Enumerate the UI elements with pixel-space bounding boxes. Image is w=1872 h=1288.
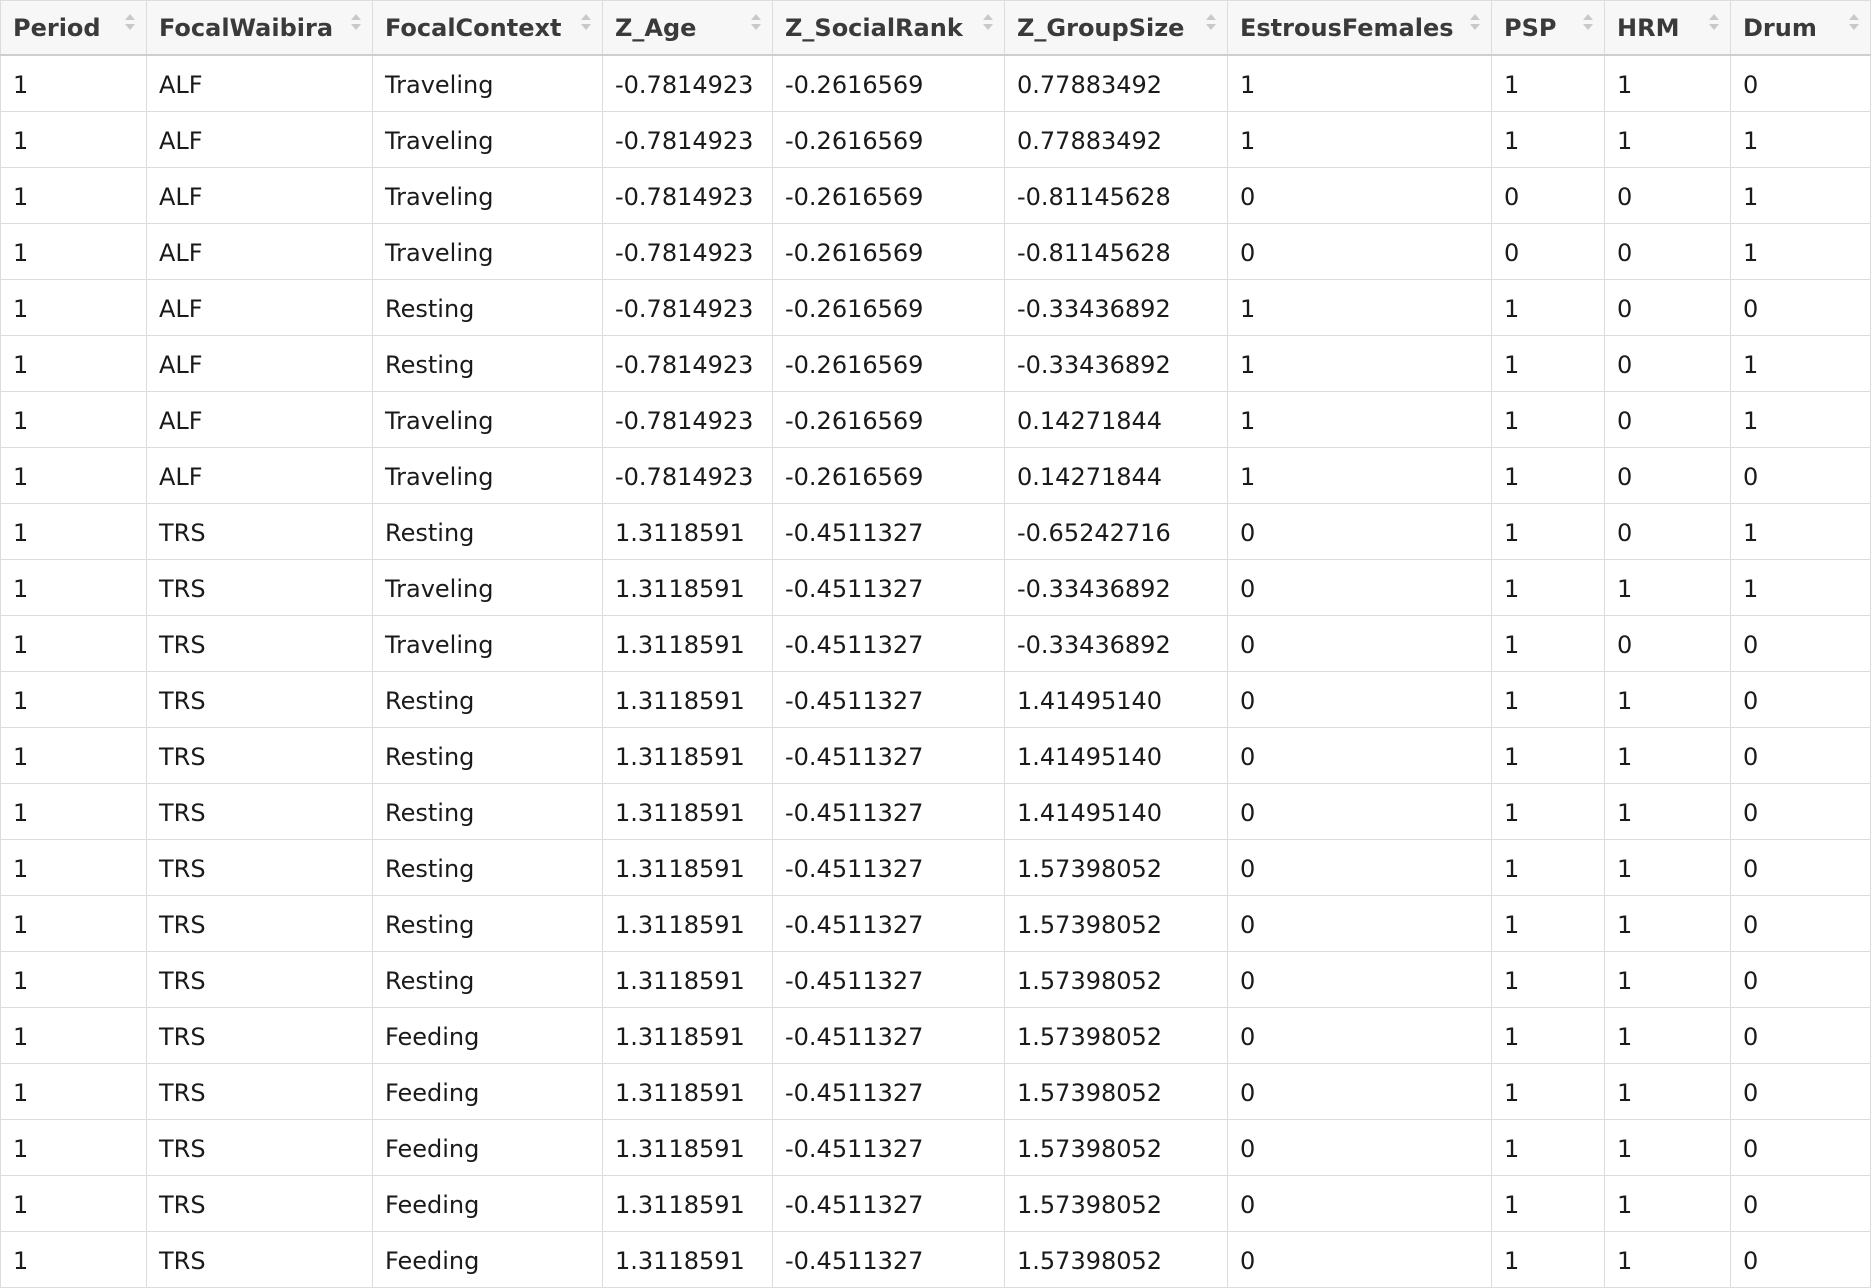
table-cell-estrousfemales: 0 [1228,560,1492,616]
table-cell-drum: 0 [1731,1008,1871,1064]
table-cell-z-age: 1.3118591 [603,1120,773,1176]
table-cell-hrm: 1 [1605,728,1731,784]
table-cell-z-groupsize: 1.57398052 [1005,1008,1228,1064]
table-cell-psp: 1 [1492,448,1605,504]
table-cell-period: 1 [1,168,147,224]
table-cell-z-socialrank: -0.4511327 [773,784,1005,840]
table-cell-period: 1 [1,896,147,952]
table-cell-focalcontext: Resting [373,504,603,560]
column-header-hrm[interactable] [1605,1,1731,56]
table-cell-estrousfemales: 1 [1228,55,1492,112]
table-cell-estrousfemales: 1 [1228,336,1492,392]
table-cell-estrousfemales: 1 [1228,392,1492,448]
table-cell-z-groupsize: 1.57398052 [1005,896,1228,952]
table-cell-psp: 1 [1492,1008,1605,1064]
table-cell-focalcontext: Resting [373,728,603,784]
table-cell-z-age: 1.3118591 [603,672,773,728]
sort-icon[interactable] [580,12,592,32]
table-cell-focalwaibira: TRS [147,1232,373,1288]
table-cell-estrousfemales: 0 [1228,840,1492,896]
table-cell-estrousfemales: 0 [1228,1176,1492,1232]
table-cell-focalcontext: Feeding [373,1064,603,1120]
table-row[interactable] [1,952,1871,1008]
table-cell-drum: 1 [1731,504,1871,560]
table-cell-focalwaibira: ALF [147,55,373,112]
table-cell-focalcontext: Resting [373,784,603,840]
sort-icon[interactable] [1582,12,1594,32]
table-row[interactable] [1,1064,1871,1120]
table-row[interactable] [1,1120,1871,1176]
table-cell-estrousfemales: 0 [1228,504,1492,560]
table-row[interactable] [1,224,1871,280]
table-cell-z-age: -0.7814923 [603,168,773,224]
table-cell-z-age: 1.3118591 [603,840,773,896]
table-cell-hrm: 0 [1605,280,1731,336]
sort-icon[interactable] [1205,12,1217,32]
column-header-estrousfemales[interactable] [1228,1,1492,56]
table-cell-estrousfemales: 0 [1228,1120,1492,1176]
table-cell-z-age: 1.3118591 [603,1064,773,1120]
sort-icon[interactable] [1708,12,1720,32]
table-cell-estrousfemales: 0 [1228,168,1492,224]
table-cell-focalwaibira: TRS [147,1120,373,1176]
table-row[interactable] [1,504,1871,560]
table-cell-period: 1 [1,392,147,448]
table-cell-z-socialrank: -0.4511327 [773,1176,1005,1232]
table-cell-z-socialrank: -0.4511327 [773,1120,1005,1176]
sort-icon[interactable] [982,12,994,32]
table-cell-drum: 0 [1731,1120,1871,1176]
table-cell-focalwaibira: ALF [147,448,373,504]
table-cell-psp: 1 [1492,336,1605,392]
table-cell-z-age: -0.7814923 [603,55,773,112]
table-cell-z-groupsize: 0.14271844 [1005,392,1228,448]
table-cell-period: 1 [1,55,147,112]
table-cell-hrm: 1 [1605,1232,1731,1288]
table-cell-drum: 0 [1731,672,1871,728]
table-cell-z-socialrank: -0.2616569 [773,112,1005,168]
table-cell-psp: 1 [1492,672,1605,728]
table-cell-focalcontext: Traveling [373,392,603,448]
table-cell-focalcontext: Resting [373,952,603,1008]
table-cell-drum: 0 [1731,728,1871,784]
table-cell-focalwaibira: TRS [147,952,373,1008]
table-cell-z-socialrank: -0.4511327 [773,560,1005,616]
table-cell-psp: 1 [1492,1176,1605,1232]
table-cell-z-groupsize: 1.41495140 [1005,728,1228,784]
sort-icon[interactable] [750,12,762,32]
table-cell-hrm: 0 [1605,448,1731,504]
table-cell-drum: 1 [1731,336,1871,392]
column-header-period[interactable] [1,1,147,56]
table-cell-hrm: 1 [1605,672,1731,728]
table-cell-z-socialrank: -0.2616569 [773,168,1005,224]
table-cell-focalwaibira: TRS [147,840,373,896]
table-row[interactable] [1,392,1871,448]
table-cell-hrm: 1 [1605,1008,1731,1064]
column-header-label: Drum [1743,13,1817,42]
table-cell-drum: 0 [1731,1176,1871,1232]
table-row[interactable] [1,896,1871,952]
table-cell-z-groupsize: 1.57398052 [1005,1120,1228,1176]
table-cell-period: 1 [1,1120,147,1176]
table-cell-drum: 0 [1731,448,1871,504]
table-cell-drum: 0 [1731,952,1871,1008]
table-cell-z-groupsize: -0.81145628 [1005,168,1228,224]
table-cell-hrm: 1 [1605,1120,1731,1176]
table-row[interactable] [1,1008,1871,1064]
table-cell-z-age: 1.3118591 [603,1232,773,1288]
table-cell-focalwaibira: ALF [147,280,373,336]
table-cell-focalwaibira: TRS [147,1008,373,1064]
table-cell-psp: 1 [1492,1064,1605,1120]
table-cell-drum: 0 [1731,784,1871,840]
table-cell-hrm: 1 [1605,784,1731,840]
table-cell-z-age: -0.7814923 [603,280,773,336]
table-cell-drum: 0 [1731,840,1871,896]
table-cell-psp: 1 [1492,896,1605,952]
table-cell-period: 1 [1,616,147,672]
table-cell-z-socialrank: -0.4511327 [773,504,1005,560]
column-header-focalcontext[interactable] [373,1,603,56]
table-cell-hrm: 0 [1605,392,1731,448]
table-row[interactable] [1,280,1871,336]
table-cell-z-age: -0.7814923 [603,336,773,392]
table-body [1,55,1871,1288]
table-cell-z-age: -0.7814923 [603,224,773,280]
table-cell-focalwaibira: ALF [147,224,373,280]
table-cell-focalwaibira: ALF [147,336,373,392]
table-cell-z-groupsize: -0.65242716 [1005,504,1228,560]
table-cell-focalwaibira: TRS [147,672,373,728]
table-cell-z-age: 1.3118591 [603,1008,773,1064]
table-cell-focalcontext: Feeding [373,1120,603,1176]
table-cell-focalcontext: Traveling [373,55,603,112]
table-cell-psp: 1 [1492,784,1605,840]
table-cell-period: 1 [1,784,147,840]
table-cell-psp: 0 [1492,224,1605,280]
table-cell-estrousfemales: 0 [1228,784,1492,840]
table-cell-focalcontext: Resting [373,896,603,952]
table-cell-focalwaibira: TRS [147,616,373,672]
column-header-label: HRM [1617,13,1680,42]
table-cell-z-groupsize: 1.57398052 [1005,1232,1228,1288]
column-header-label: PSP [1504,13,1557,42]
table-cell-psp: 1 [1492,55,1605,112]
table-row[interactable] [1,784,1871,840]
table-cell-estrousfemales: 0 [1228,1064,1492,1120]
column-header-label: Period [13,13,101,42]
table-cell-psp: 1 [1492,280,1605,336]
table-cell-z-socialrank: -0.2616569 [773,392,1005,448]
table-cell-focalwaibira: ALF [147,168,373,224]
table-row[interactable] [1,55,1871,112]
table-row[interactable] [1,672,1871,728]
table-cell-estrousfemales: 0 [1228,896,1492,952]
table-cell-hrm: 1 [1605,840,1731,896]
table-cell-period: 1 [1,336,147,392]
table-cell-focalwaibira: TRS [147,728,373,784]
table-cell-z-groupsize: 0.14271844 [1005,448,1228,504]
table-cell-z-groupsize: 1.41495140 [1005,672,1228,728]
table-header [1,1,1871,56]
table-cell-drum: 0 [1731,55,1871,112]
table-cell-period: 1 [1,1176,147,1232]
table-row[interactable] [1,1232,1871,1288]
table-cell-hrm: 1 [1605,112,1731,168]
table-cell-period: 1 [1,1064,147,1120]
table-cell-focalcontext: Traveling [373,560,603,616]
table-cell-z-groupsize: -0.33436892 [1005,616,1228,672]
table-cell-period: 1 [1,560,147,616]
table-cell-z-groupsize: 1.57398052 [1005,1064,1228,1120]
sort-icon[interactable] [1848,12,1860,32]
table-cell-hrm: 1 [1605,1176,1731,1232]
sort-icon[interactable] [1469,12,1481,32]
header-row [1,1,1871,56]
table-cell-period: 1 [1,840,147,896]
table-cell-hrm: 1 [1605,560,1731,616]
table-cell-psp: 1 [1492,560,1605,616]
table-cell-period: 1 [1,224,147,280]
column-header-label: Z_Age [615,13,697,42]
table-cell-focalwaibira: ALF [147,392,373,448]
table-cell-drum: 0 [1731,616,1871,672]
table-cell-focalcontext: Feeding [373,1232,603,1288]
table-cell-z-groupsize: -0.33436892 [1005,280,1228,336]
table-cell-hrm: 0 [1605,336,1731,392]
table-cell-z-groupsize: -0.81145628 [1005,224,1228,280]
table-cell-estrousfemales: 0 [1228,1008,1492,1064]
table-cell-focalcontext: Feeding [373,1008,603,1064]
table-cell-period: 1 [1,504,147,560]
table-cell-focalwaibira: TRS [147,784,373,840]
table-cell-z-socialrank: -0.4511327 [773,840,1005,896]
table-cell-focalcontext: Feeding [373,1176,603,1232]
table-cell-hrm: 0 [1605,168,1731,224]
table-cell-focalcontext: Resting [373,672,603,728]
table-cell-z-age: -0.7814923 [603,448,773,504]
table-cell-drum: 0 [1731,1064,1871,1120]
table-cell-z-socialrank: -0.4511327 [773,1008,1005,1064]
table-cell-drum: 1 [1731,112,1871,168]
table-row[interactable] [1,168,1871,224]
table-cell-z-age: 1.3118591 [603,896,773,952]
table-cell-z-socialrank: -0.4511327 [773,1232,1005,1288]
column-header-drum[interactable] [1731,1,1871,56]
table-cell-estrousfemales: 1 [1228,448,1492,504]
table-cell-period: 1 [1,112,147,168]
table-cell-period: 1 [1,1232,147,1288]
table-cell-hrm: 1 [1605,1064,1731,1120]
table-row[interactable] [1,336,1871,392]
table-cell-z-socialrank: -0.2616569 [773,224,1005,280]
column-header-label: FocalContext [385,13,562,42]
table-cell-hrm: 1 [1605,952,1731,1008]
table-cell-hrm: 0 [1605,504,1731,560]
table-cell-focalcontext: Traveling [373,224,603,280]
table-cell-focalwaibira: ALF [147,112,373,168]
table-cell-focalwaibira: TRS [147,1064,373,1120]
column-header-label: Z_GroupSize [1017,13,1185,42]
table-cell-focalcontext: Traveling [373,112,603,168]
table-cell-z-age: 1.3118591 [603,560,773,616]
table-cell-psp: 0 [1492,168,1605,224]
column-header-label: EstrousFemales [1240,13,1454,42]
table-cell-z-age: 1.3118591 [603,784,773,840]
sort-icon[interactable] [350,12,362,32]
column-header-psp[interactable] [1492,1,1605,56]
table-cell-focalcontext: Resting [373,280,603,336]
table-row[interactable] [1,560,1871,616]
table-cell-estrousfemales: 0 [1228,616,1492,672]
column-header-label: Z_SocialRank [785,13,963,42]
table-cell-focalcontext: Traveling [373,616,603,672]
column-header-z-socialrank[interactable] [773,1,1005,56]
table-cell-hrm: 1 [1605,55,1731,112]
table-cell-period: 1 [1,672,147,728]
table-cell-z-groupsize: -0.33436892 [1005,560,1228,616]
table-cell-estrousfemales: 0 [1228,224,1492,280]
table-cell-z-socialrank: -0.4511327 [773,672,1005,728]
table-cell-hrm: 0 [1605,224,1731,280]
table-cell-z-age: -0.7814923 [603,392,773,448]
table-row[interactable] [1,1176,1871,1232]
table-cell-drum: 1 [1731,392,1871,448]
table-cell-drum: 1 [1731,168,1871,224]
table-cell-psp: 1 [1492,840,1605,896]
table-cell-z-groupsize: -0.33436892 [1005,336,1228,392]
table-cell-hrm: 1 [1605,896,1731,952]
table-cell-z-groupsize: 0.77883492 [1005,112,1228,168]
table-cell-focalwaibira: TRS [147,896,373,952]
table-cell-drum: 0 [1731,1232,1871,1288]
table-cell-psp: 1 [1492,728,1605,784]
table-cell-period: 1 [1,728,147,784]
table-cell-z-groupsize: 1.57398052 [1005,952,1228,1008]
table-cell-focalcontext: Resting [373,336,603,392]
table-cell-hrm: 0 [1605,616,1731,672]
table-cell-estrousfemales: 0 [1228,728,1492,784]
table-cell-z-socialrank: -0.2616569 [773,448,1005,504]
table-cell-focalwaibira: TRS [147,1176,373,1232]
table-cell-estrousfemales: 0 [1228,952,1492,1008]
table-cell-z-socialrank: -0.2616569 [773,336,1005,392]
column-header-label: FocalWaibira [159,13,334,42]
table-cell-z-socialrank: -0.2616569 [773,280,1005,336]
table-cell-z-age: 1.3118591 [603,616,773,672]
table-row[interactable] [1,112,1871,168]
table-cell-period: 1 [1,952,147,1008]
table-cell-z-age: -0.7814923 [603,112,773,168]
table-cell-psp: 1 [1492,392,1605,448]
table-cell-period: 1 [1,1008,147,1064]
table-cell-focalcontext: Traveling [373,168,603,224]
table-cell-z-groupsize: 1.57398052 [1005,840,1228,896]
table-cell-drum: 1 [1731,224,1871,280]
table-row[interactable] [1,616,1871,672]
table-cell-z-age: 1.3118591 [603,1176,773,1232]
table-cell-z-socialrank: -0.4511327 [773,1064,1005,1120]
table-cell-estrousfemales: 1 [1228,112,1492,168]
table-cell-z-age: 1.3118591 [603,504,773,560]
table-cell-estrousfemales: 0 [1228,672,1492,728]
table-cell-psp: 1 [1492,1120,1605,1176]
table-row[interactable] [1,840,1871,896]
table-cell-z-socialrank: -0.4511327 [773,896,1005,952]
table-cell-z-groupsize: 1.41495140 [1005,784,1228,840]
table-cell-psp: 1 [1492,1232,1605,1288]
table-cell-psp: 1 [1492,616,1605,672]
column-header-z-age[interactable] [603,1,773,56]
column-header-focalwaibira[interactable] [147,1,373,56]
table-cell-z-groupsize: 1.57398052 [1005,1176,1228,1232]
table-cell-drum: 0 [1731,280,1871,336]
table-cell-period: 1 [1,280,147,336]
table-cell-focalcontext: Resting [373,840,603,896]
table-cell-drum: 0 [1731,896,1871,952]
table-cell-period: 1 [1,448,147,504]
table-cell-psp: 1 [1492,504,1605,560]
table-cell-focalcontext: Traveling [373,448,603,504]
table-cell-z-age: 1.3118591 [603,952,773,1008]
table-cell-z-socialrank: -0.2616569 [773,55,1005,112]
table-row[interactable] [1,448,1871,504]
table-cell-psp: 1 [1492,952,1605,1008]
table-cell-z-age: 1.3118591 [603,728,773,784]
table-cell-z-socialrank: -0.4511327 [773,728,1005,784]
table-row[interactable] [1,728,1871,784]
table-cell-psp: 1 [1492,112,1605,168]
table-cell-estrousfemales: 0 [1228,1232,1492,1288]
table-cell-z-groupsize: 0.77883492 [1005,55,1228,112]
table-cell-drum: 1 [1731,560,1871,616]
column-header-z-groupsize[interactable] [1005,1,1228,56]
table-cell-estrousfemales: 1 [1228,280,1492,336]
sort-icon[interactable] [124,12,136,32]
table-cell-z-socialrank: -0.4511327 [773,616,1005,672]
table-cell-focalwaibira: TRS [147,560,373,616]
table-cell-focalwaibira: TRS [147,504,373,560]
table-cell-z-socialrank: -0.4511327 [773,952,1005,1008]
